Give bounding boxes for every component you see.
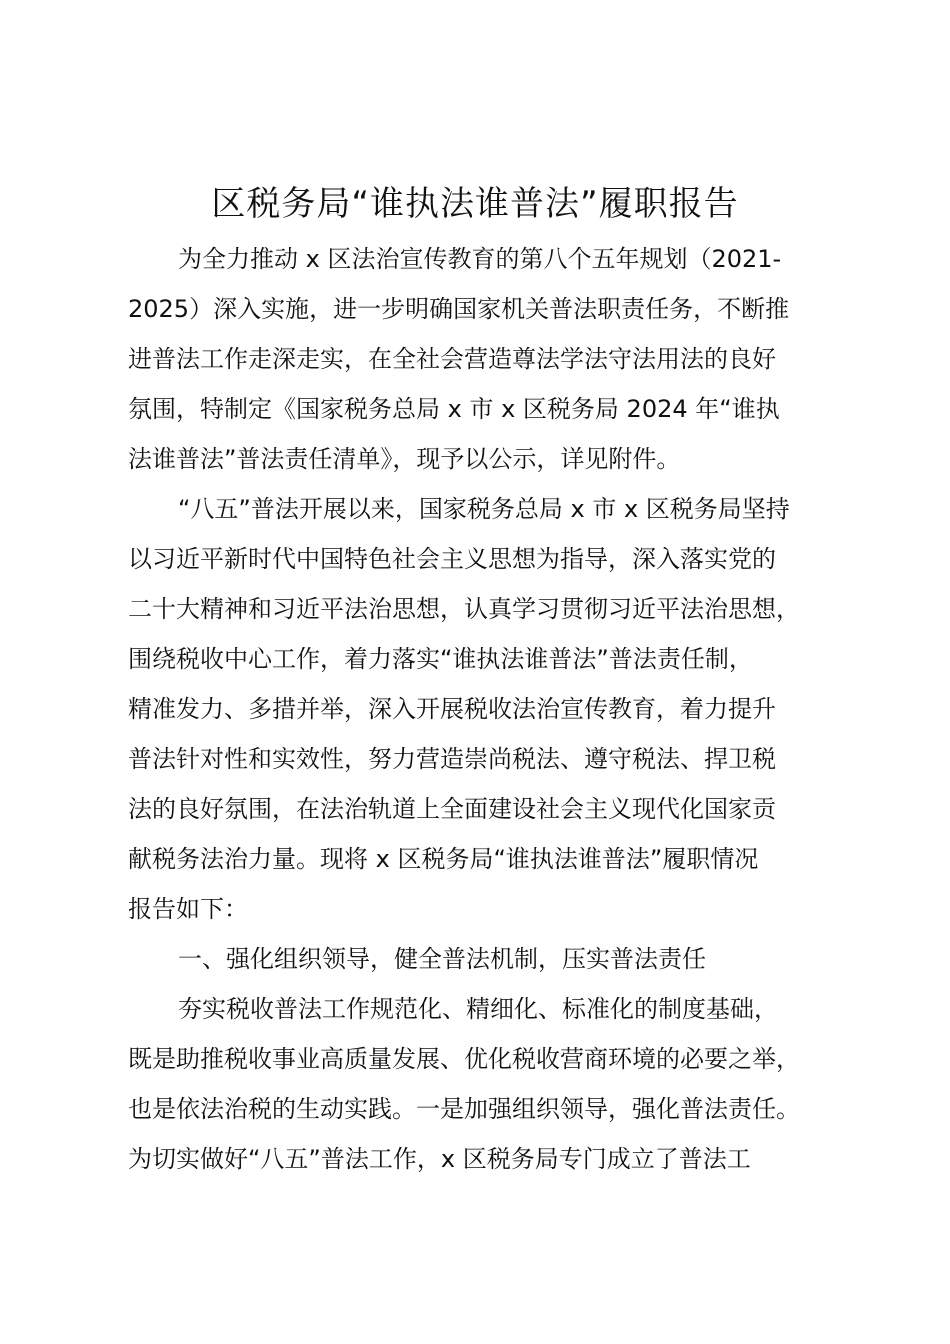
paragraph-line: 以习近平新时代中国特色社会主义思想为指导，深入落实党的 <box>128 545 776 573</box>
paragraph-intro <box>128 234 828 484</box>
section-heading-text: 一、强化组织领导，健全普法机制，压实普法责任 <box>178 945 706 973</box>
paragraph-line: 2025）深入实施，进一步明确国家机关普法职责任务，不断推 <box>128 295 790 323</box>
paragraph-line: 法的良好氛围，在法治轨道上全面建设社会主义现代化国家贡 <box>128 795 776 823</box>
paragraph-line: 也是依法治税的生动实践。一是加强组织领导，强化普法责任。 <box>128 1095 800 1123</box>
paragraph-line: 法谁普法”普法责任清单》，现予以公示，详见附件。 <box>128 445 681 473</box>
paragraph-line: 普法针对性和实效性，努力营造崇尚税法、遵守税法、捍卫税 <box>128 745 776 773</box>
paragraph-line: 献税务法治力量。现将 x 区税务局“谁执法谁普法”履职情况 <box>128 845 759 873</box>
paragraph-line: 围绕税收中心工作，着力落实“谁执法谁普法”普法责任制， <box>128 645 753 673</box>
paragraph-overview <box>128 484 828 934</box>
paragraph-line: 为全力推动 x 区法治宣传教育的第八个五年规划（2021- <box>178 245 782 273</box>
document-body <box>128 234 828 1184</box>
paragraph-section-one <box>128 984 828 1184</box>
paragraph-line: 氛围，特制定《国家税务总局 x 市 x 区税务局 2024 年“谁执 <box>128 395 780 423</box>
paragraph-line: “八五”普法开展以来，国家税务总局 x 市 x 区税务局坚持 <box>178 495 790 523</box>
paragraph-line: 夯实税收普法工作规范化、精细化、标准化的制度基础， <box>178 995 778 1023</box>
section-heading <box>128 934 828 984</box>
paragraph-line: 二十大精神和习近平法治思想，认真学习贯彻习近平法治思想， <box>128 595 800 623</box>
paragraph-line: 进普法工作走深走实，在全社会营造尊法学法守法用法的良好 <box>128 345 776 373</box>
document-title: 区税务局“谁执法谁普法”履职报告 <box>211 184 739 224</box>
paragraph-line: 精准发力、多措并举，深入开展税收法治宣传教育，着力提升 <box>128 695 776 723</box>
paragraph-line: 为切实做好“八五”普法工作，x 区税务局专门成立了普法工 <box>128 1145 751 1173</box>
paragraph-line: 既是助推税收事业高质量发展、优化税收营商环境的必要之举， <box>128 1045 800 1073</box>
paragraph-line: 报告如下： <box>128 895 248 923</box>
